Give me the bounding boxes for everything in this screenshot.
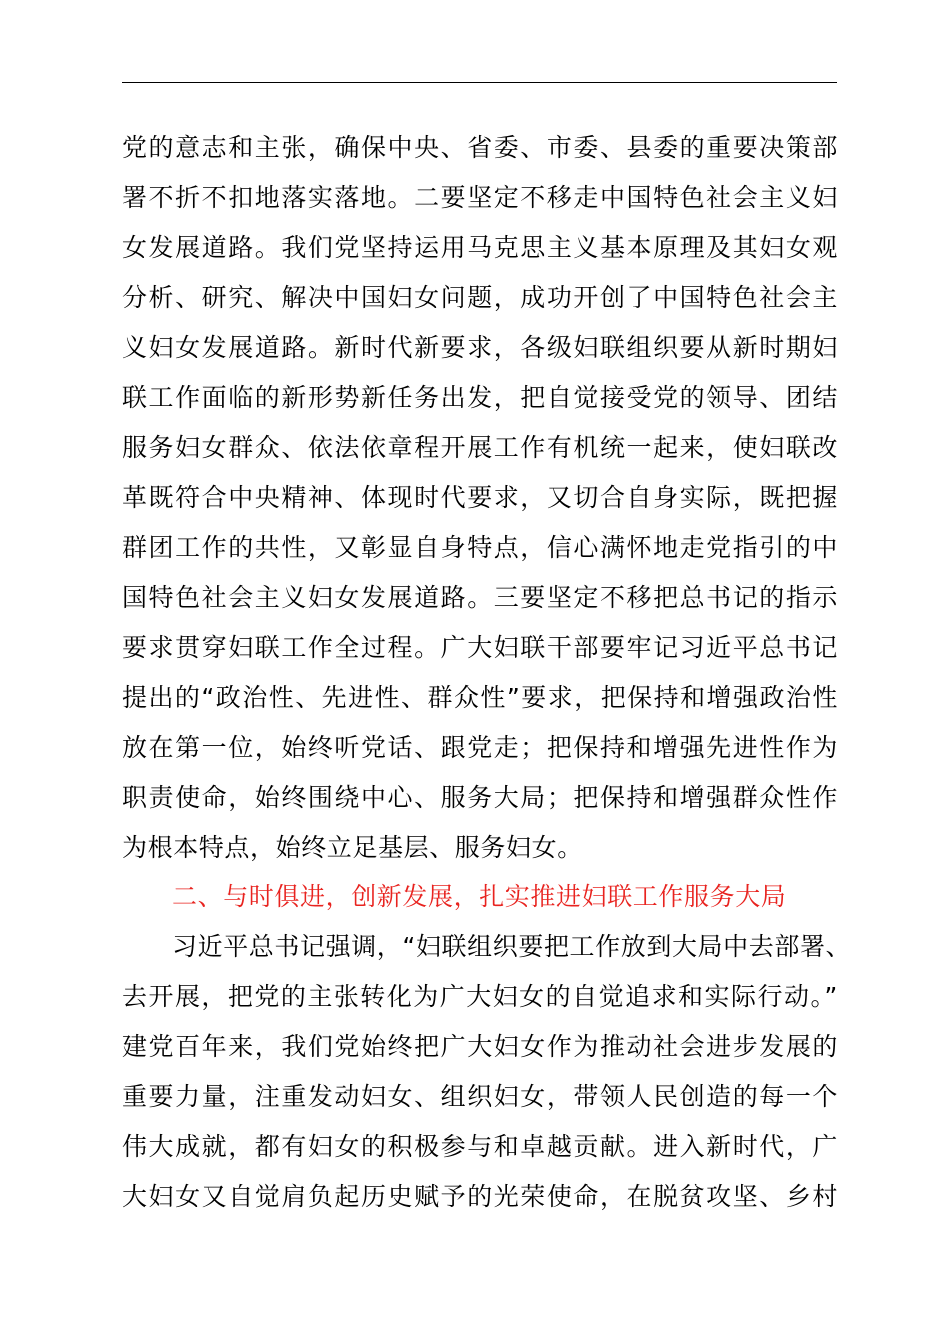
paragraph-1-line-8: 革既符合中央精神、体现时代要求，又切合自身实际，既把握 [122,483,838,512]
paragraph-1-line-14: 职责使命，始终围绕中心、服务大局；把保持和增强群众性作 [122,783,838,812]
paragraph-1-line-7: 服务妇女群众、依法依章程开展工作有机统一起来，使妇联改 [122,433,838,462]
paragraph-1-line-4: 分析、研究、解决中国妇女问题，成功开创了中国特色社会主 [122,283,838,312]
section-heading: 二、与时俱进，创新发展，扎实推进妇联工作服务大局 [172,882,787,911]
paragraph-1-line-10: 国特色社会主义妇女发展道路。三要坚定不移把总书记的指示 [122,583,838,612]
paragraph-1-line-15: 为根本特点，始终立足基层、服务妇女。 [122,833,583,862]
paragraph-2-line-5: 伟大成就，都有妇女的积极参与和卓越贡献。进入新时代，广 [122,1132,838,1161]
paragraph-1-line-13: 放在第一位，始终听党话、跟党走；把保持和增强先进性作为 [122,733,838,762]
paragraph-2-line-3: 建党百年来，我们党始终把广大妇女作为推动社会进步发展的 [122,1032,838,1061]
paragraph-2-line-2: 去开展，把党的主张转化为广大妇女的自觉追求和实际行动。” [122,982,838,1011]
paragraph-2-line-6: 大妇女又自觉肩负起历史赋予的光荣使命，在脱贫攻坚、乡村 [122,1182,838,1211]
paragraph-1-line-1: 党的意志和主张，确保中央、省委、市委、县委的重要决策部 [122,133,838,162]
paragraph-1-line-12: 提出的“政治性、先进性、群众性”要求，把保持和增强政治性 [122,683,838,712]
paragraph-1-line-3: 女发展道路。我们党坚持运用马克思主义基本原理及其妇女观 [122,233,838,262]
paragraph-2-line-1: 习近平总书记强调，“妇联组织要把工作放到大局中去部署、 [172,932,852,961]
paragraph-2-line-4: 重要力量，注重发动妇女、组织妇女，带领人民创造的每一个 [122,1082,838,1111]
paragraph-1-line-5: 义妇女发展道路。新时代新要求，各级妇联组织要从新时期妇 [122,333,838,362]
paragraph-1-line-2: 署不折不扣地落实落地。二要坚定不移走中国特色社会主义妇 [122,183,838,212]
paragraph-1-line-9: 群团工作的共性，又彰显自身特点，信心满怀地走党指引的中 [122,533,838,562]
paragraph-1-line-6: 联工作面临的新形势新任务出发，把自觉接受党的领导、团结 [122,383,838,412]
paragraph-1-line-11: 要求贯穿妇联工作全过程。广大妇联干部要牢记习近平总书记 [122,633,838,662]
header-rule [122,82,837,83]
